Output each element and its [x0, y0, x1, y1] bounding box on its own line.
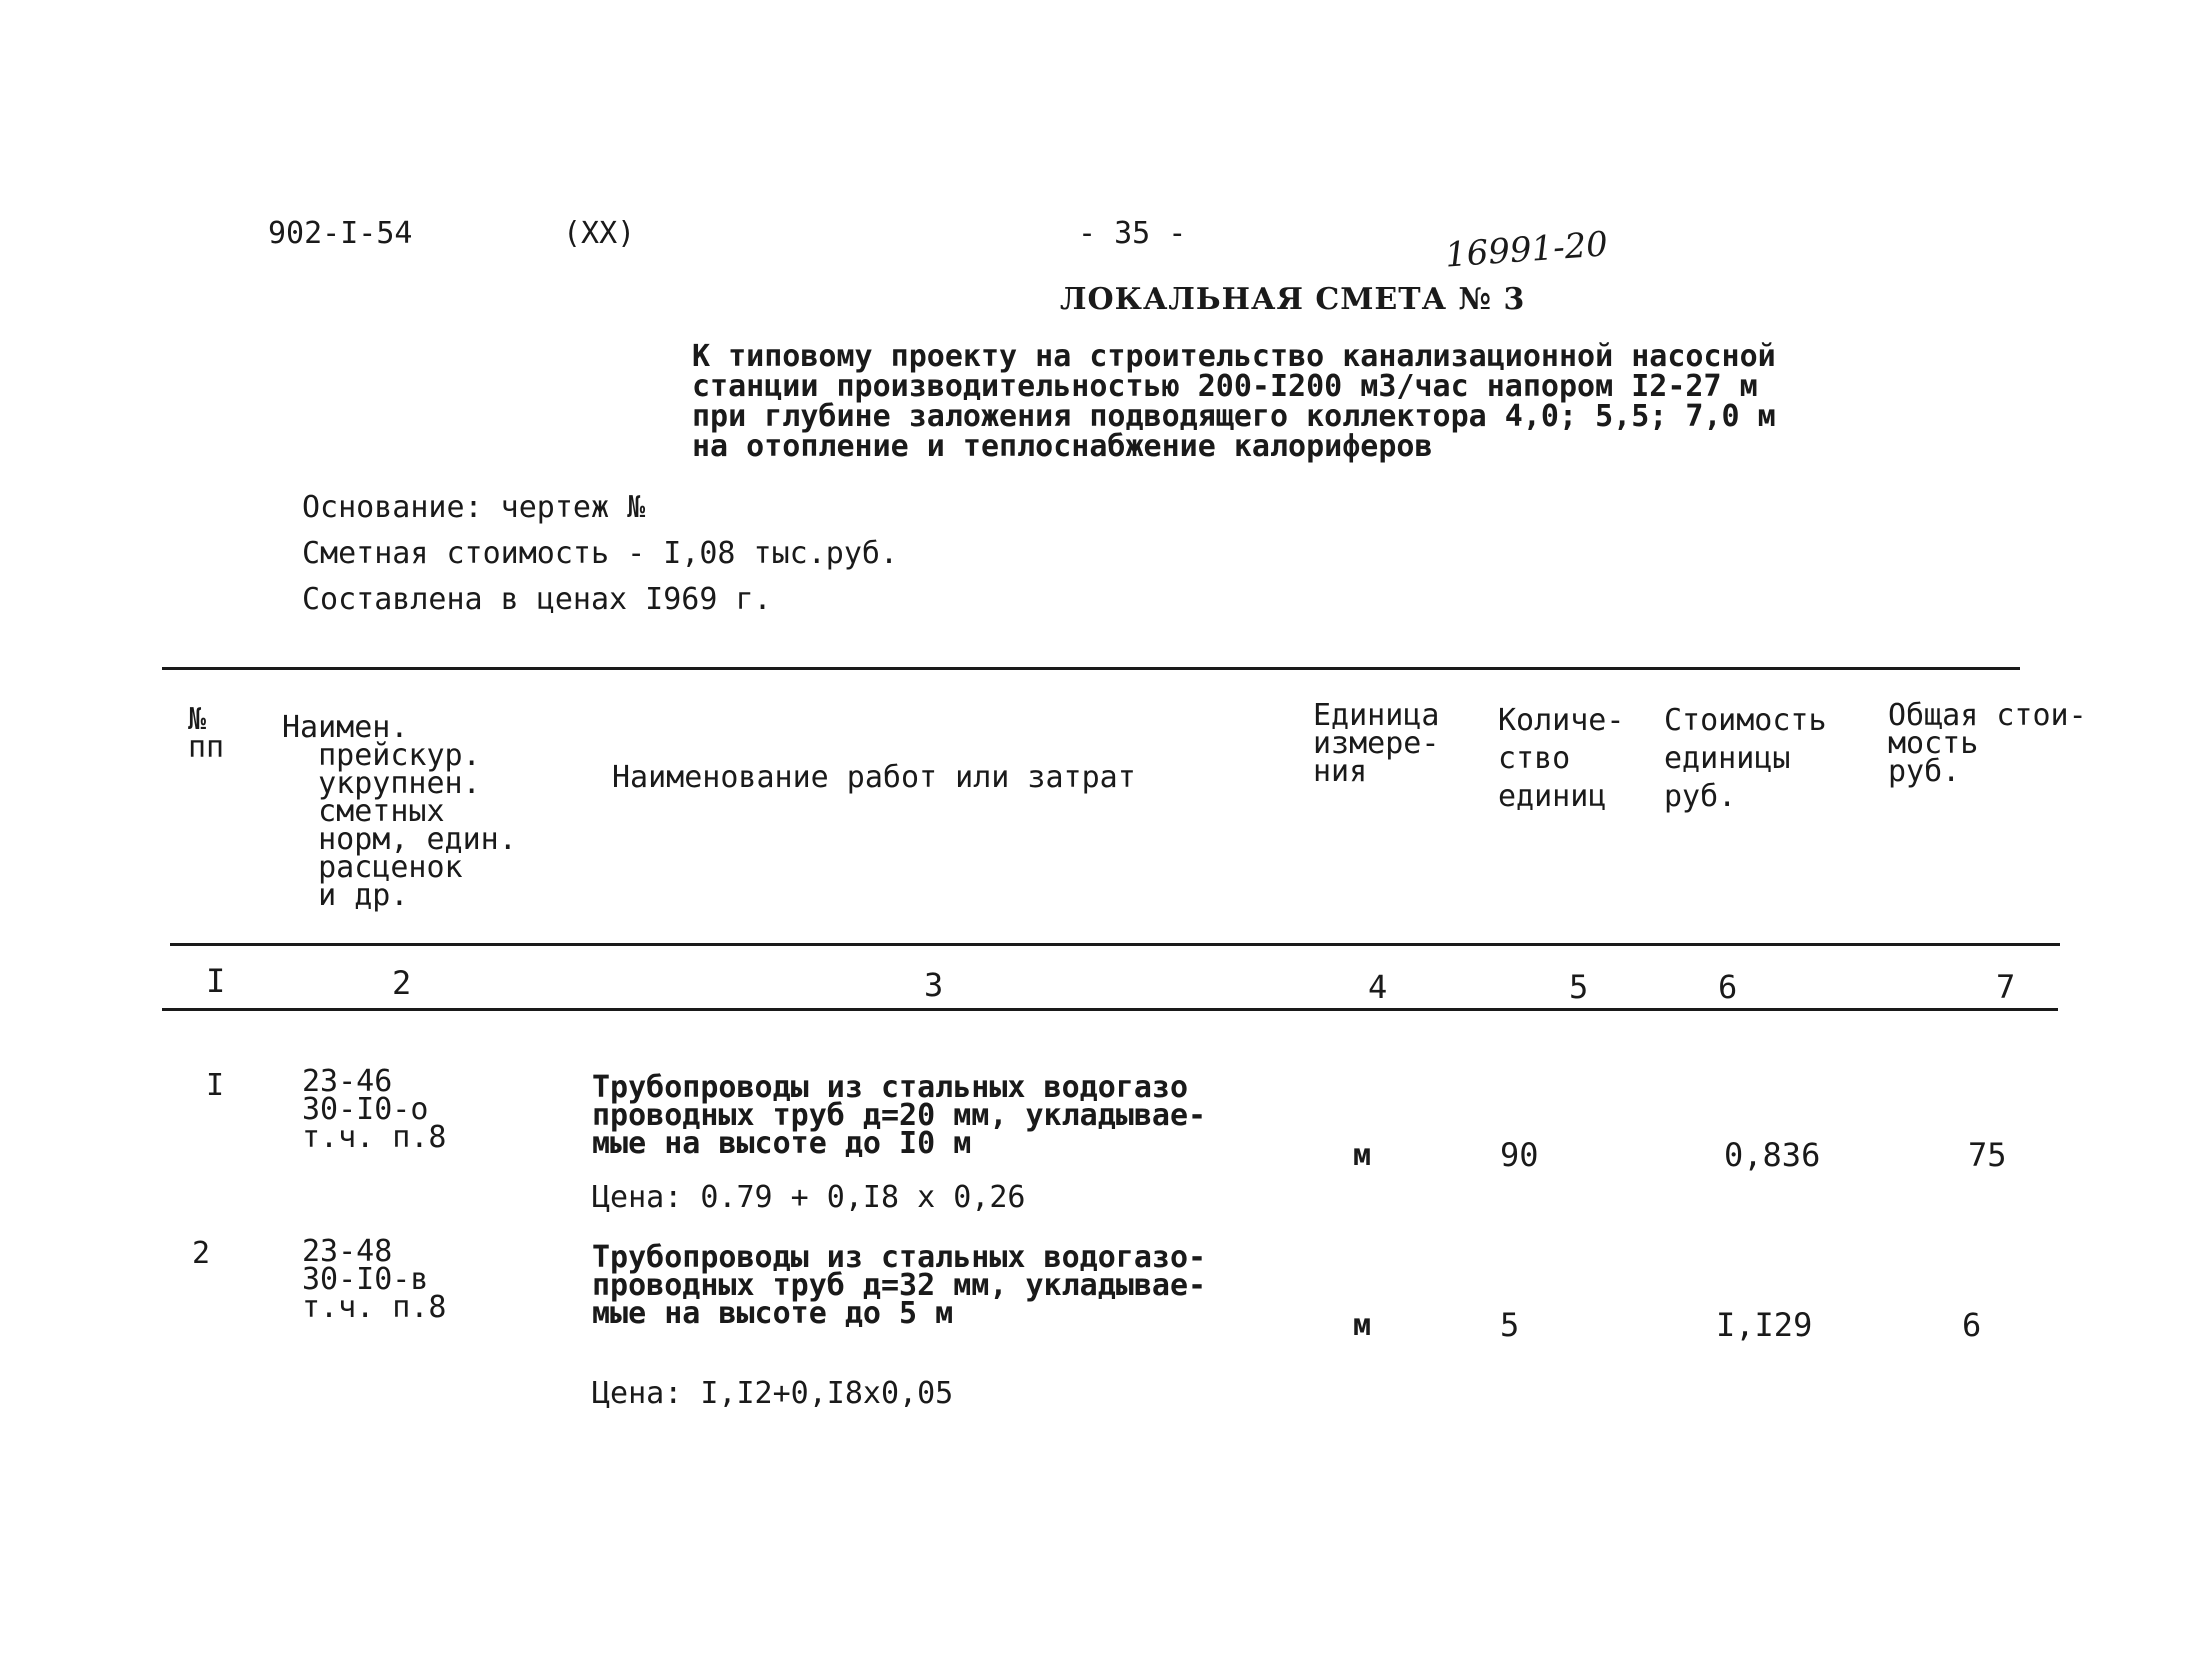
header-col-qty: Количе- ство единиц [1498, 703, 1625, 814]
row-unit: м [1353, 1308, 1372, 1343]
subtitle-line: К типовому проекту на строительство канализационной насосной [692, 339, 1776, 374]
row-name: Трубопроводы из стальных водогазо- проводных труб д=32 мм, укладывае- мые на высоте до 5 м [592, 1240, 1207, 1331]
row-price: Цена: I,I2+0,I8х0,05 [592, 1376, 954, 1411]
row-price: Цена: 0.79 + 0,I8 х 0,26 [592, 1180, 1026, 1215]
row-total: 6 [1962, 1306, 1982, 1344]
header-col-num: № пп [188, 702, 225, 765]
header-col-unit: Единица измере- ния [1313, 698, 1440, 789]
header-col-code: Наимен. прейскур. укрупнен. сметных норм, един. расценок и др. [282, 710, 517, 913]
volume-label: (XX) [563, 216, 636, 251]
handwritten-number: 16991-20 [1443, 224, 1610, 276]
row-unit: м [1353, 1138, 1372, 1173]
row-name: Трубопроводы из стальных водогазо проводных труб д=20 мм, укладывае- мые на высоте до I0 м [592, 1070, 1207, 1161]
doc-code: 902-I-54 [268, 216, 413, 251]
col-number: I [206, 962, 226, 1000]
col-number: 3 [924, 966, 944, 1004]
row-num: 2 [192, 1236, 211, 1271]
basis-line: Основание: чертеж № [302, 490, 646, 525]
page-number: - 35 - [1078, 216, 1187, 251]
subtitle-line: на отопление и теплоснабжение калориферов [692, 429, 1433, 464]
col-number: 2 [392, 964, 412, 1002]
row-qty: 5 [1500, 1306, 1520, 1344]
row-qty: 90 [1500, 1136, 1539, 1174]
table-header-rule [170, 943, 2060, 946]
col-number: 6 [1718, 968, 1738, 1006]
row-code: 23-46 30-I0-о т.ч. п.8 [302, 1064, 447, 1155]
page-title: ЛОКАЛЬНАЯ СМЕТА № 3 [1060, 282, 1526, 317]
row-total: 75 [1968, 1136, 2007, 1174]
subtitle-line: станции производительностью 200-I200 м3/час напором I2-27 м [692, 369, 1758, 404]
header-col-unit-cost: Стоимость единицы руб. [1664, 703, 1827, 814]
subtitle-line: при глубине заложения подводящего коллектора 4,0; 5,5; 7,0 м [692, 399, 1776, 434]
header-col-total: Общая стои- мость руб. [1888, 698, 2087, 789]
row-unit-cost: 0,836 [1724, 1136, 1821, 1174]
row-code: 23-48 30-I0-в т.ч. п.8 [302, 1234, 447, 1325]
subtitle [692, 339, 1776, 464]
col-number: 7 [1996, 968, 2016, 1006]
header-col-name: Наименование работ или затрат [612, 760, 1136, 795]
row-num: I [206, 1068, 225, 1103]
table-colnum-rule [162, 1008, 2058, 1011]
col-number: 5 [1569, 968, 1589, 1006]
col-number: 4 [1368, 968, 1388, 1006]
table-top-rule [162, 667, 2020, 670]
prices-line: Составлена в ценах I969 г. [302, 582, 772, 617]
row-unit-cost: I,I29 [1716, 1306, 1813, 1344]
cost-line: Сметная стоимость - I,08 тыс.руб. [302, 536, 899, 571]
